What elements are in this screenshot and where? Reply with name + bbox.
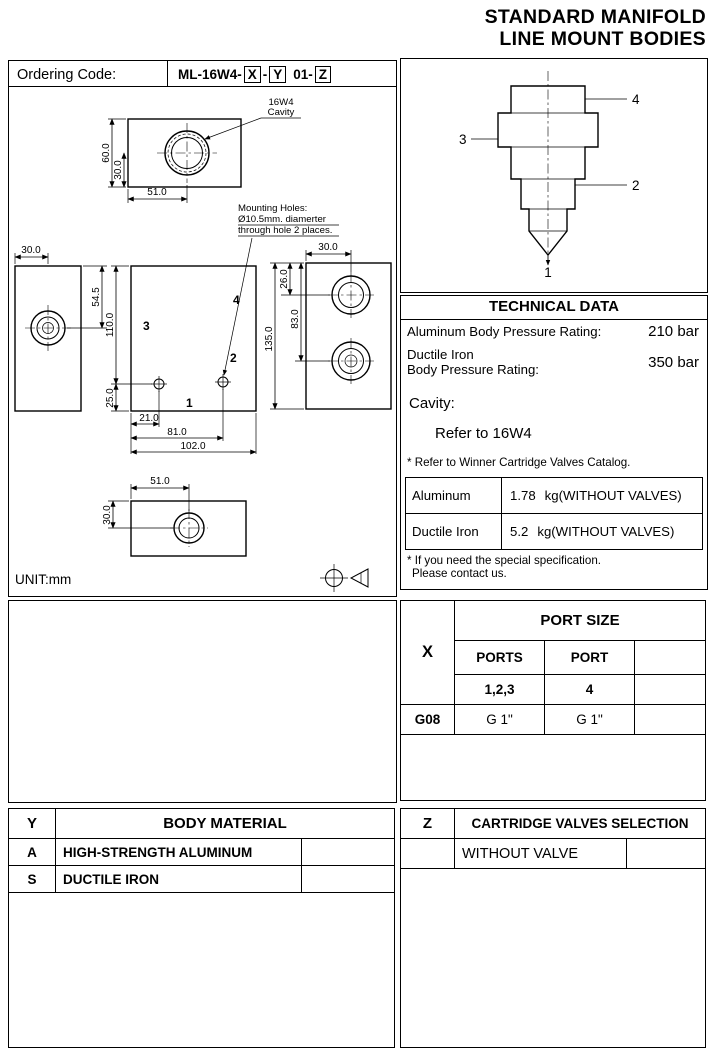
- engineering-drawing: [9, 87, 393, 592]
- code-prefix: ML-16W4-: [178, 67, 242, 82]
- cartridge-valves-table: [400, 808, 706, 1048]
- projection-symbol: [320, 564, 368, 592]
- ports-value: G 1": [455, 705, 545, 735]
- right-side-view: [264, 242, 391, 409]
- weight-number: 5.2: [510, 524, 529, 539]
- pressure-rating-ductile-iron-value: 350 bar: [648, 353, 699, 371]
- code-separator: -: [262, 67, 268, 82]
- weight-value-aluminum: [502, 478, 703, 514]
- empty-cell: [401, 869, 706, 1048]
- table-row: [401, 705, 706, 735]
- table-row: [406, 514, 703, 550]
- schematic-port-2: 2: [632, 178, 640, 193]
- dim-front-width: 102.0: [180, 441, 206, 452]
- weight-unit: kg(WITHOUT VALVES): [537, 524, 675, 539]
- dim-right-width: 30.0: [318, 242, 338, 253]
- body-material-code-a: A: [9, 839, 56, 866]
- pressure-rating-aluminum: [407, 323, 699, 340]
- table-row: [9, 809, 395, 839]
- empty-cell: [635, 705, 706, 735]
- cavity-schematic: [401, 59, 704, 289]
- cavity-heading: Cavity:: [409, 395, 455, 412]
- dim-bottom-width: 51.0: [150, 476, 170, 487]
- dim-front-hole1: 21.0: [139, 413, 159, 424]
- table-row: [9, 893, 395, 1048]
- dim-front-height: 110.0: [105, 312, 116, 338]
- empty-cell: [9, 893, 395, 1048]
- weight-unit: kg(WITHOUT VALVES): [544, 488, 682, 503]
- bottom-view: [102, 476, 246, 556]
- schematic-port-1: 1: [544, 265, 552, 280]
- port-column-header: PORT: [545, 641, 635, 675]
- weight-material-aluminum: Aluminum: [406, 478, 502, 514]
- empty-panel: [8, 600, 397, 803]
- pressure-rating-aluminum-label: Aluminum Body Pressure Rating:: [407, 324, 602, 339]
- table-row: [401, 809, 706, 839]
- dim-right-port4: 26.0: [279, 269, 290, 289]
- code-mid: 01-: [293, 67, 313, 82]
- page-title: [485, 6, 706, 50]
- dim-front-hole2: 81.0: [167, 427, 187, 438]
- dim-left-height: 54.5: [91, 287, 102, 307]
- weight-table: [405, 477, 703, 550]
- dim-bottom-height: 30.0: [102, 505, 113, 525]
- body-material-label-ductile-iron: DUCTILE IRON: [56, 866, 302, 893]
- port-size-table: [400, 600, 706, 801]
- page-title-line2: LINE MOUNT BODIES: [499, 28, 706, 50]
- weight-value-ductile-iron: [502, 514, 703, 550]
- weight-number: 1.78: [510, 488, 536, 503]
- code-y-box: Y: [269, 66, 286, 83]
- table-row: [401, 601, 706, 641]
- dim-top-height: 60.0: [101, 143, 112, 163]
- dim-front-base: 25.0: [105, 388, 116, 408]
- table-row: [401, 735, 706, 801]
- body-material-y-header: Y: [9, 809, 56, 839]
- empty-cell: [401, 839, 455, 869]
- pressure-label-line2: Body Pressure Rating:: [407, 362, 539, 377]
- cavity-callout-line2: Cavity: [267, 107, 295, 118]
- cavity-callout-line1: 16W4: [268, 97, 294, 108]
- front-port-3: 3: [143, 319, 150, 333]
- front-port-2: 2: [230, 351, 237, 365]
- dim-left-width: 30.0: [21, 245, 41, 256]
- dim-top-width: 51.0: [147, 187, 167, 198]
- dim-top-center: 30.0: [113, 160, 124, 180]
- empty-cell: [627, 839, 706, 869]
- empty-cell: [635, 675, 706, 705]
- ordering-code-label: Ordering Code:: [9, 61, 168, 88]
- special-note-line2: Please contact us.: [412, 567, 507, 580]
- special-note-line1: * If you need the special specification.: [407, 554, 601, 567]
- table-row: [9, 839, 395, 866]
- top-view: [101, 97, 301, 203]
- cartridge-option-without-valve: WITHOUT VALVE: [455, 839, 627, 869]
- table-row: [9, 866, 395, 893]
- pressure-label-line1: Ductile Iron: [407, 347, 474, 362]
- ordering-code-box: [8, 60, 397, 89]
- body-material-table: [8, 808, 395, 1048]
- code-z-box: Z: [315, 66, 331, 83]
- port-size-code: G08: [401, 705, 455, 735]
- front-view: [105, 266, 256, 454]
- table-row: [406, 478, 703, 514]
- code-x-box: X: [244, 66, 261, 83]
- ordering-code-value: [168, 61, 331, 88]
- empty-cell: [401, 735, 706, 801]
- special-note: [407, 554, 601, 580]
- body-material-label-aluminum: HIGH-STRENGTH ALUMINUM: [56, 839, 302, 866]
- catalog-note: * Refer to Winner Cartridge Valves Catalog.: [407, 456, 631, 469]
- ports-column-header: PORTS: [455, 641, 545, 675]
- schematic-port-3: 3: [459, 132, 467, 147]
- mounting-note-line2: Ø10.5mm. diamerter: [238, 214, 326, 225]
- port-size-title: PORT SIZE: [455, 601, 706, 641]
- empty-cell: [635, 641, 706, 675]
- front-port-4: 4: [233, 293, 240, 307]
- port-subheader: 4: [545, 675, 635, 705]
- dim-right-port2: 83.0: [290, 309, 301, 329]
- mounting-note-line3: through hole 2 places.: [238, 225, 333, 236]
- empty-cell: [302, 839, 395, 866]
- cavity-reference: Refer to 16W4: [435, 425, 532, 442]
- technical-data-panel: [400, 295, 708, 590]
- technical-data-title: TECHNICAL DATA: [401, 296, 707, 320]
- page-title-line1: STANDARD MANIFOLD: [484, 6, 706, 28]
- port-size-x-header: X: [401, 601, 455, 705]
- ports-subheader: 1,2,3: [455, 675, 545, 705]
- table-row: [401, 839, 706, 869]
- drawing-panel: [8, 86, 397, 597]
- unit-label: UNIT:mm: [15, 572, 72, 587]
- body-material-code-s: S: [9, 866, 56, 893]
- pressure-rating-ductile-iron-label: [407, 347, 539, 377]
- table-row: [401, 869, 706, 1048]
- weight-material-ductile-iron: Ductile Iron: [406, 514, 502, 550]
- cartridge-title: CARTRIDGE VALVES SELECTION: [455, 809, 706, 839]
- schematic-port-4: 4: [632, 92, 640, 107]
- schematic-panel: [400, 58, 708, 293]
- mounting-note-line1: Mounting Holes:: [238, 203, 308, 214]
- cartridge-z-header: Z: [401, 809, 455, 839]
- front-port-1: 1: [186, 396, 193, 410]
- dim-right-height: 135.0: [264, 326, 275, 352]
- left-side-view: [15, 245, 107, 411]
- empty-cell: [302, 866, 395, 893]
- port-value: G 1": [545, 705, 635, 735]
- pressure-rating-ductile-iron: [407, 347, 699, 377]
- body-material-title: BODY MATERIAL: [56, 809, 395, 839]
- pressure-rating-aluminum-value: 210 bar: [648, 323, 699, 340]
